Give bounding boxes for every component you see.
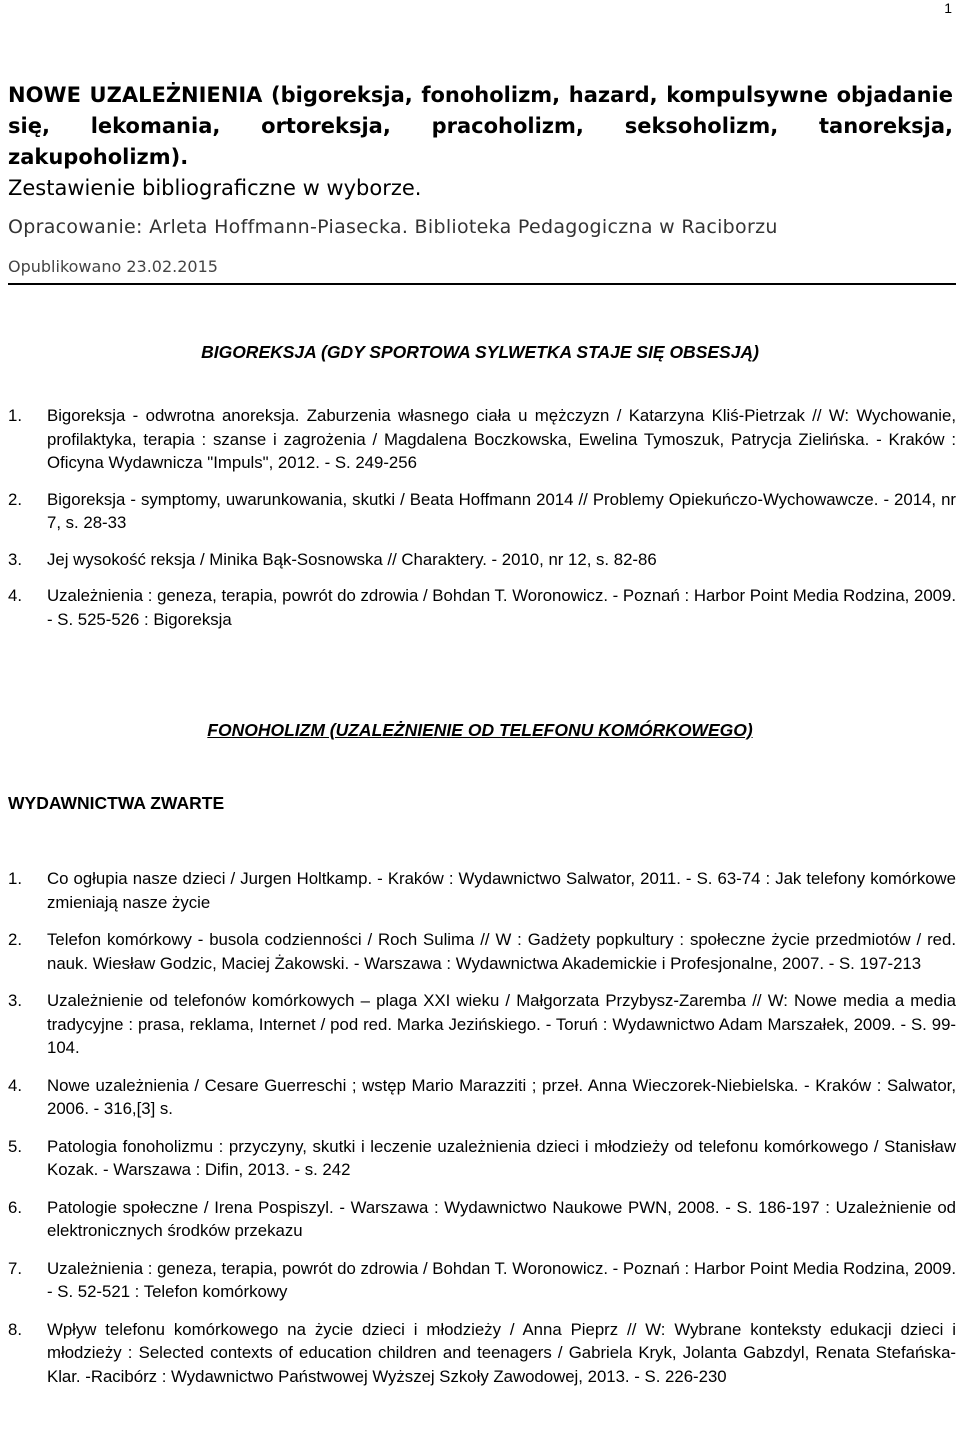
item-text: Wpływ telefonu komórkowego na życie dzieci i młodzieży / Anna Pieprz // W: Wybrane konteksty edukacji dzieci i młodzieży : Selected contexts of education children and teenagers / Gabriela Kryk, Jolanta Gabzdyl, Renata Stefańska-Klar. -Racibórz : Wydawnictwo Państwowej Wyższej Szkoły Zawodowej, 2013. - S. 226-230 <box>47 1319 956 1386</box>
item-number: 2. <box>8 930 22 949</box>
item-number: 6. <box>8 1197 22 1217</box>
published-date: Opublikowano 23.02.2015 <box>8 257 218 276</box>
page-number: 1 <box>944 0 952 16</box>
item-number: 4. <box>8 586 22 605</box>
item-text: Co ogłupia nasze dzieci / Jurgen Holtkamp. - Kraków : Wydawnictwo Salwator, 2011. - S. 63-74 : Jak telefony komórkowe zmieniają nasze życie <box>47 869 956 912</box>
item-text: Uzależnienie od telefonów komórkowych – plaga XXI wieku / Małgorzata Przybysz-Zaremba // W: Nowe media a media tradycyjne : prasa, reklama, Internet / pod red. Marka Jezińskiego. - Toruń : Wydawnictwo Adam Marszałek, 2009. - S. 99-104. <box>47 991 956 1057</box>
header-divider <box>8 283 956 285</box>
list-item <box>8 867 956 914</box>
item-number: 1. <box>8 869 22 888</box>
bigoreksja-list <box>8 404 956 631</box>
item-text: Uzależnienia : geneza, terapia, powrót do zdrowia / Bohdan T. Woronowicz. - Poznań : Harbor Point Media Rodzina, 2009. - S. 52-521 : Telefon komórkowy <box>47 1258 956 1301</box>
item-number: 2. <box>8 489 22 509</box>
list-item <box>8 989 956 1060</box>
list-item <box>8 488 956 535</box>
author-line: Opracowanie: Arleta Hoffmann-Piasecka. Biblioteka Pedagogiczna w Raciborzu <box>8 216 778 238</box>
list-item <box>8 928 956 975</box>
list-item <box>8 1257 956 1304</box>
item-number: 3. <box>8 991 22 1010</box>
list-item <box>8 584 956 631</box>
item-text: Patologia fonoholizmu : przyczyny, skutki i leczenie uzależnienia dzieci i młodzieży od telefonu komórkowego / Stanisław Kozak. - Warszawa : Difin, 2013. - s. 242 <box>47 1136 956 1179</box>
section-heading-fonoholizm <box>0 720 960 741</box>
list-item <box>8 1074 956 1121</box>
item-text: Bigoreksja - symptomy, uwarunkowania, skutki / Beata Hoffmann 2014 // Problemy Opiekuńczo-Wychowawcze. - 2014, nr 7, s. 28-33 <box>47 489 956 532</box>
document-title: NOWE UZALEŻNIENIA (bigoreksja, fonoholizm, hazard, kompulsywne objadanie się, lekomania, ortoreksja, pracoholizm, seksoholizm, tanoreksja, zakupoholizm). <box>8 83 953 169</box>
list-item <box>8 1196 956 1243</box>
section-heading-fonoholizm-text: FONOHOLIZM (UZALEŻNIENIE OD TELEFONU KOMÓRKOWEGO) <box>207 720 753 740</box>
item-number: 8. <box>8 1319 22 1339</box>
section-heading-bigoreksja: BIGOREKSJA (GDY SPORTOWA SYLWETKA STAJE SIĘ OBSESJĄ) <box>201 342 759 362</box>
bigoreksja-list-container <box>8 404 956 631</box>
item-number: 3. <box>8 549 22 569</box>
document-header <box>8 80 953 280</box>
list-item <box>8 548 956 572</box>
list-item <box>8 404 956 475</box>
item-number: 7. <box>8 1258 22 1278</box>
item-number: 1. <box>8 406 22 425</box>
list-item <box>8 1135 956 1182</box>
item-text: Patologie społeczne / Irena Pospiszyl. - Warszawa : Wydawnictwo Naukowe PWN, 2008. - S. 186-197 : Uzależnienie od elektronicznych środków przekazu <box>47 1197 956 1240</box>
item-text: Telefon komórkowy - busola codzienności / Roch Sulima // W : Gadżety popkultury : społeczne życie przedmiotów / red. nauk. Wiesław Godzic, Maciej Żakowski. - Warszawa : Wydawnictwa Akademickie i Profesjonalne, 2007. - S. 197-213 <box>47 930 956 973</box>
list-item <box>8 1318 956 1389</box>
item-number: 5. <box>8 1136 22 1156</box>
item-number: 4. <box>8 1075 22 1095</box>
item-text: Bigoreksja - odwrotna anoreksja. Zaburzenia własnego ciała u mężczyzn / Katarzyna Kliś-Pietrzak // W: Wychowanie, profilaktyka, terapia : szanse i zagrożenia / Magdalena Boczkowska, Ewelina Tymoszuk, Patrycja Zielińska. - Kraków : Oficyna Wydawnicza "Impuls", 2012. - S. 249-256 <box>47 406 956 472</box>
fonoholizm-list <box>8 867 956 1388</box>
item-text: Jej wysokość reksja / Minika Bąk-Sosnowska // Charaktery. - 2010, nr 12, s. 82-86 <box>47 549 657 569</box>
item-text: Nowe uzależnienia / Cesare Guerreschi ; wstęp Mario Marazziti ; przeł. Anna Wieczorek-Niebielska. - Kraków : Salwator, 2006. - 316,[3] s. <box>47 1075 956 1118</box>
document-subtitle: Zestawienie bibliograficzne w wyborze. <box>8 176 422 200</box>
item-text: Uzależnienia : geneza, terapia, powrót do zdrowia / Bohdan T. Woronowicz. - Poznań : Harbor Point Media Rodzina, 2009. - S. 525-526 : Bigoreksja <box>47 586 956 629</box>
fonoholizm-list-container <box>8 867 956 1388</box>
subheading-wydawnictwa-zwarte: WYDAWNICTWA ZWARTE <box>8 793 225 813</box>
